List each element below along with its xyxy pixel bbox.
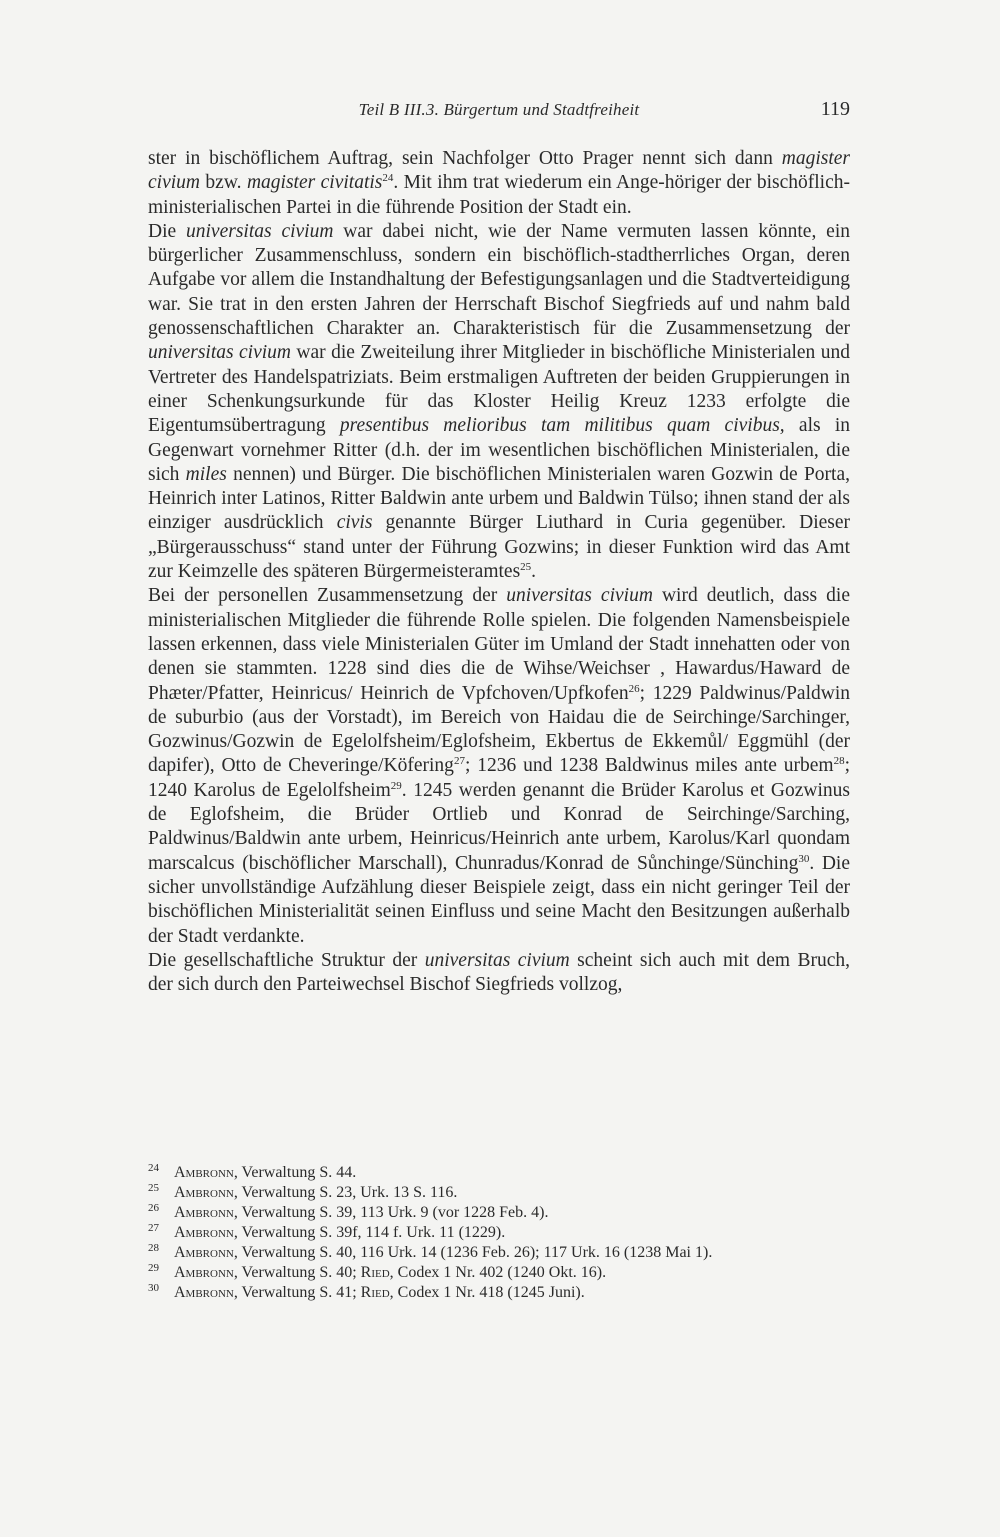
footnote-24 xyxy=(148,1163,850,1183)
footnote-author: Ambronn xyxy=(174,1244,234,1261)
footnote-text: , Verwaltung S. 44. xyxy=(233,1164,357,1181)
latin-term: universitas civium xyxy=(148,342,291,364)
text-run: . Mit ihm trat wiederum ein Ange-höriger der bischöflich-ministerialischen Partei in die führende Position der Stadt ein. xyxy=(148,172,850,218)
paragraph-1 xyxy=(148,147,850,220)
footnote-text: , Verwaltung S. 23, Urk. 13 S. 116. xyxy=(233,1184,458,1201)
footnote-28 xyxy=(148,1243,850,1263)
text-run: ster in bischöflichem Auftrag, sein Nachfolger Otto Prager nennt sich dann xyxy=(148,148,782,169)
latin-term: universitas civium xyxy=(186,220,334,242)
paragraph-3 xyxy=(148,584,850,948)
latin-term: miles xyxy=(185,463,227,485)
footnote-29 xyxy=(148,1263,850,1283)
footnote-author: Ambronn xyxy=(174,1224,234,1241)
footnote-author: Ambronn xyxy=(174,1264,234,1281)
text-run: ; 1240 Karolus de Egelolfsheim xyxy=(148,755,850,801)
latin-term: universitas civium xyxy=(506,585,653,607)
footnotes xyxy=(148,1163,850,1303)
footnote-text: , Codex 1 Nr. 418 (1245 Juni). xyxy=(389,1284,585,1301)
footnote-27 xyxy=(148,1223,850,1243)
footnote-30 xyxy=(148,1283,850,1303)
footnote-26 xyxy=(148,1203,850,1223)
text-run: . 1245 werden genannt die Brüder Karolus et Gozwinus de Eglofsheim, die Brüder Ortlieb und Konrad de Seirchinge/Sarching, Paldwinus/Baldwin ante urbem, Heinricus/Heinrich ante urbem, Karolus/Karl quondam marscalcus (bischöflicher Marschall), Chunradus/Konrad de Sůnchinge/Sünching xyxy=(148,779,850,874)
text-run: Die xyxy=(148,220,187,242)
footnote-number: 29 xyxy=(148,1262,159,1274)
footnote-ref: 24 xyxy=(382,172,394,185)
footnote-text: , Codex 1 Nr. 402 (1240 Okt. 16). xyxy=(389,1264,607,1281)
footnote-text: , Verwaltung S. 39, 113 Urk. 9 (vor 1228 Feb. 4). xyxy=(233,1204,549,1221)
footnote-text: , Verwaltung S. 41; xyxy=(233,1284,361,1301)
text-run: war die Zweiteilung ihrer Mitglieder in bischöfliche Ministerialen und Vertreter des Handelspatriziats. Beim erstmaligen Auftreten der beiden Gruppierungen in einer Schenkungsurkunde für das Kloster Heilig Kreuz 1233 erfolgte die Eigentumsübertragung xyxy=(148,342,850,437)
footnote-text: , Verwaltung S. 40; xyxy=(233,1264,361,1281)
footnote-text: , Verwaltung S. 40, 116 Urk. 14 (1236 Feb. 26); 117 Urk. 16 (1238 Mai 1). xyxy=(233,1244,713,1261)
footnote-author: Ambronn xyxy=(174,1204,234,1221)
text-run: . xyxy=(531,561,537,583)
latin-term: magister civium xyxy=(148,148,850,194)
text-run: wird deutlich, dass die ministerialischen Mitglieder die führende Rolle spielen. Die folgenden Namensbeispiele lassen erkennen, dass viele Ministerialen Güter im Umland der Stadt innehatten oder von denen sie stammten. 1228 sind dies die de Wihse/Weichser , Hawardus/Haward de Phæter/Pfatter, Heinricus/ Heinrich de Vpfchoven/Upfkofen xyxy=(148,585,850,704)
page-header xyxy=(148,100,850,128)
footnote-number: 28 xyxy=(148,1242,159,1254)
text-run: . Die sicher unvollständige Aufzählung dieser Beispiele zeigt, dass ein nicht geringer Teil der bischöflichen Ministerialität seinen Einfluss und seine Macht den Besitzungen außerhalb der Stadt verdankte. xyxy=(148,852,851,947)
running-title: Teil B III.3. Bürgertum und Stadtfreiheit xyxy=(358,100,640,119)
footnote-author: Ried xyxy=(360,1264,390,1281)
footnote-ref: 28 xyxy=(833,755,845,768)
latin-term: magister civitatis xyxy=(246,172,383,194)
latin-term: universitas civium xyxy=(424,949,570,971)
footnote-number: 24 xyxy=(148,1162,159,1174)
text-run: nennen) und Bürger. Die bischöflichen Ministerialen waren Gozwin de Porta, Heinrich inter Latinos, Ritter Baldwin ante urbem und Baldwin Tülso; ihnen stand der als einziger ausdrücklich xyxy=(148,463,850,534)
footnote-number: 26 xyxy=(148,1202,159,1214)
paragraph-2 xyxy=(148,220,850,584)
text-run: Bei der personellen Zusammensetzung der xyxy=(148,585,507,607)
footnote-author: Ambronn xyxy=(174,1284,234,1301)
text-run: Die gesellschaftliche Struktur der xyxy=(148,949,425,971)
footnote-number: 27 xyxy=(148,1222,159,1234)
text-run: ; 1229 Paldwinus/Paldwin de suburbio (aus der Vorstadt), im Bereich von Haidau die de Seirchinge/Sarchinger, Gozwinus/Gozwin de Egelolfsheim/Eglofsheim, Ekbertus de Ekkemůl/ Eggmühl (der dapifer), Otto de Cheveringe/Köfering xyxy=(148,682,850,777)
footnote-25 xyxy=(148,1183,850,1203)
footnote-author: Ambronn xyxy=(174,1184,234,1201)
footnote-author: Ried xyxy=(360,1284,390,1301)
footnote-number: 30 xyxy=(148,1282,159,1294)
footnote-ref: 27 xyxy=(453,755,465,768)
footnote-ref: 29 xyxy=(390,779,402,792)
paragraph-4 xyxy=(148,949,850,998)
text-run: als in Gegenwart vornehmer Ritter (d.h. der im wesentlichen bischöflichen Ministerialen, die sich xyxy=(148,415,850,485)
body-text xyxy=(148,147,850,997)
footnote-author: Ambronn xyxy=(174,1164,234,1181)
latin-term: civis xyxy=(336,512,373,534)
footnote-ref: 25 xyxy=(520,561,532,574)
footnote-text: , Verwaltung S. 39f, 114 f. Urk. 11 (1229). xyxy=(233,1224,506,1241)
footnote-number: 25 xyxy=(148,1182,159,1194)
text-run: bzw. xyxy=(199,172,247,194)
text-run: ; 1236 und 1238 Baldwinus miles ante urbem xyxy=(464,755,834,777)
footnote-ref: 26 xyxy=(628,682,640,695)
page-number: 119 xyxy=(820,98,850,120)
text-run: scheint sich auch mit dem Bruch, der sich durch den Parteiwechsel Bischof Siegfrieds vollzog, xyxy=(148,949,850,996)
footnote-ref: 30 xyxy=(798,852,810,865)
latin-quote: presentibus melioribus tam militibus quam civibus, xyxy=(339,415,785,437)
text-run: war dabei nicht, wie der Name vermuten lassen könnte, ein bürgerlicher Zusammenschluss, sondern ein bischöflich-stadtherrliches Organ, deren Aufgabe vor allem die Instandhaltung der Befestigungsanlagen und die Stadtverteidigung war. Sie trat in den ersten Jahren der Herrschaft Bischof Siegfrieds auf und nahm bald genossenschaftlichen Charakter an. Charakteristisch für die Zusammensetzung der xyxy=(148,220,850,340)
text-run: genannte Bürger Liuthard in Curia gegenüber. Dieser „Bürgerausschuss“ stand unter der Führung Gozwins; in dieser Funktion wird das Amt zur Keimzelle des späteren Bürgermeisteramtes xyxy=(148,512,851,583)
